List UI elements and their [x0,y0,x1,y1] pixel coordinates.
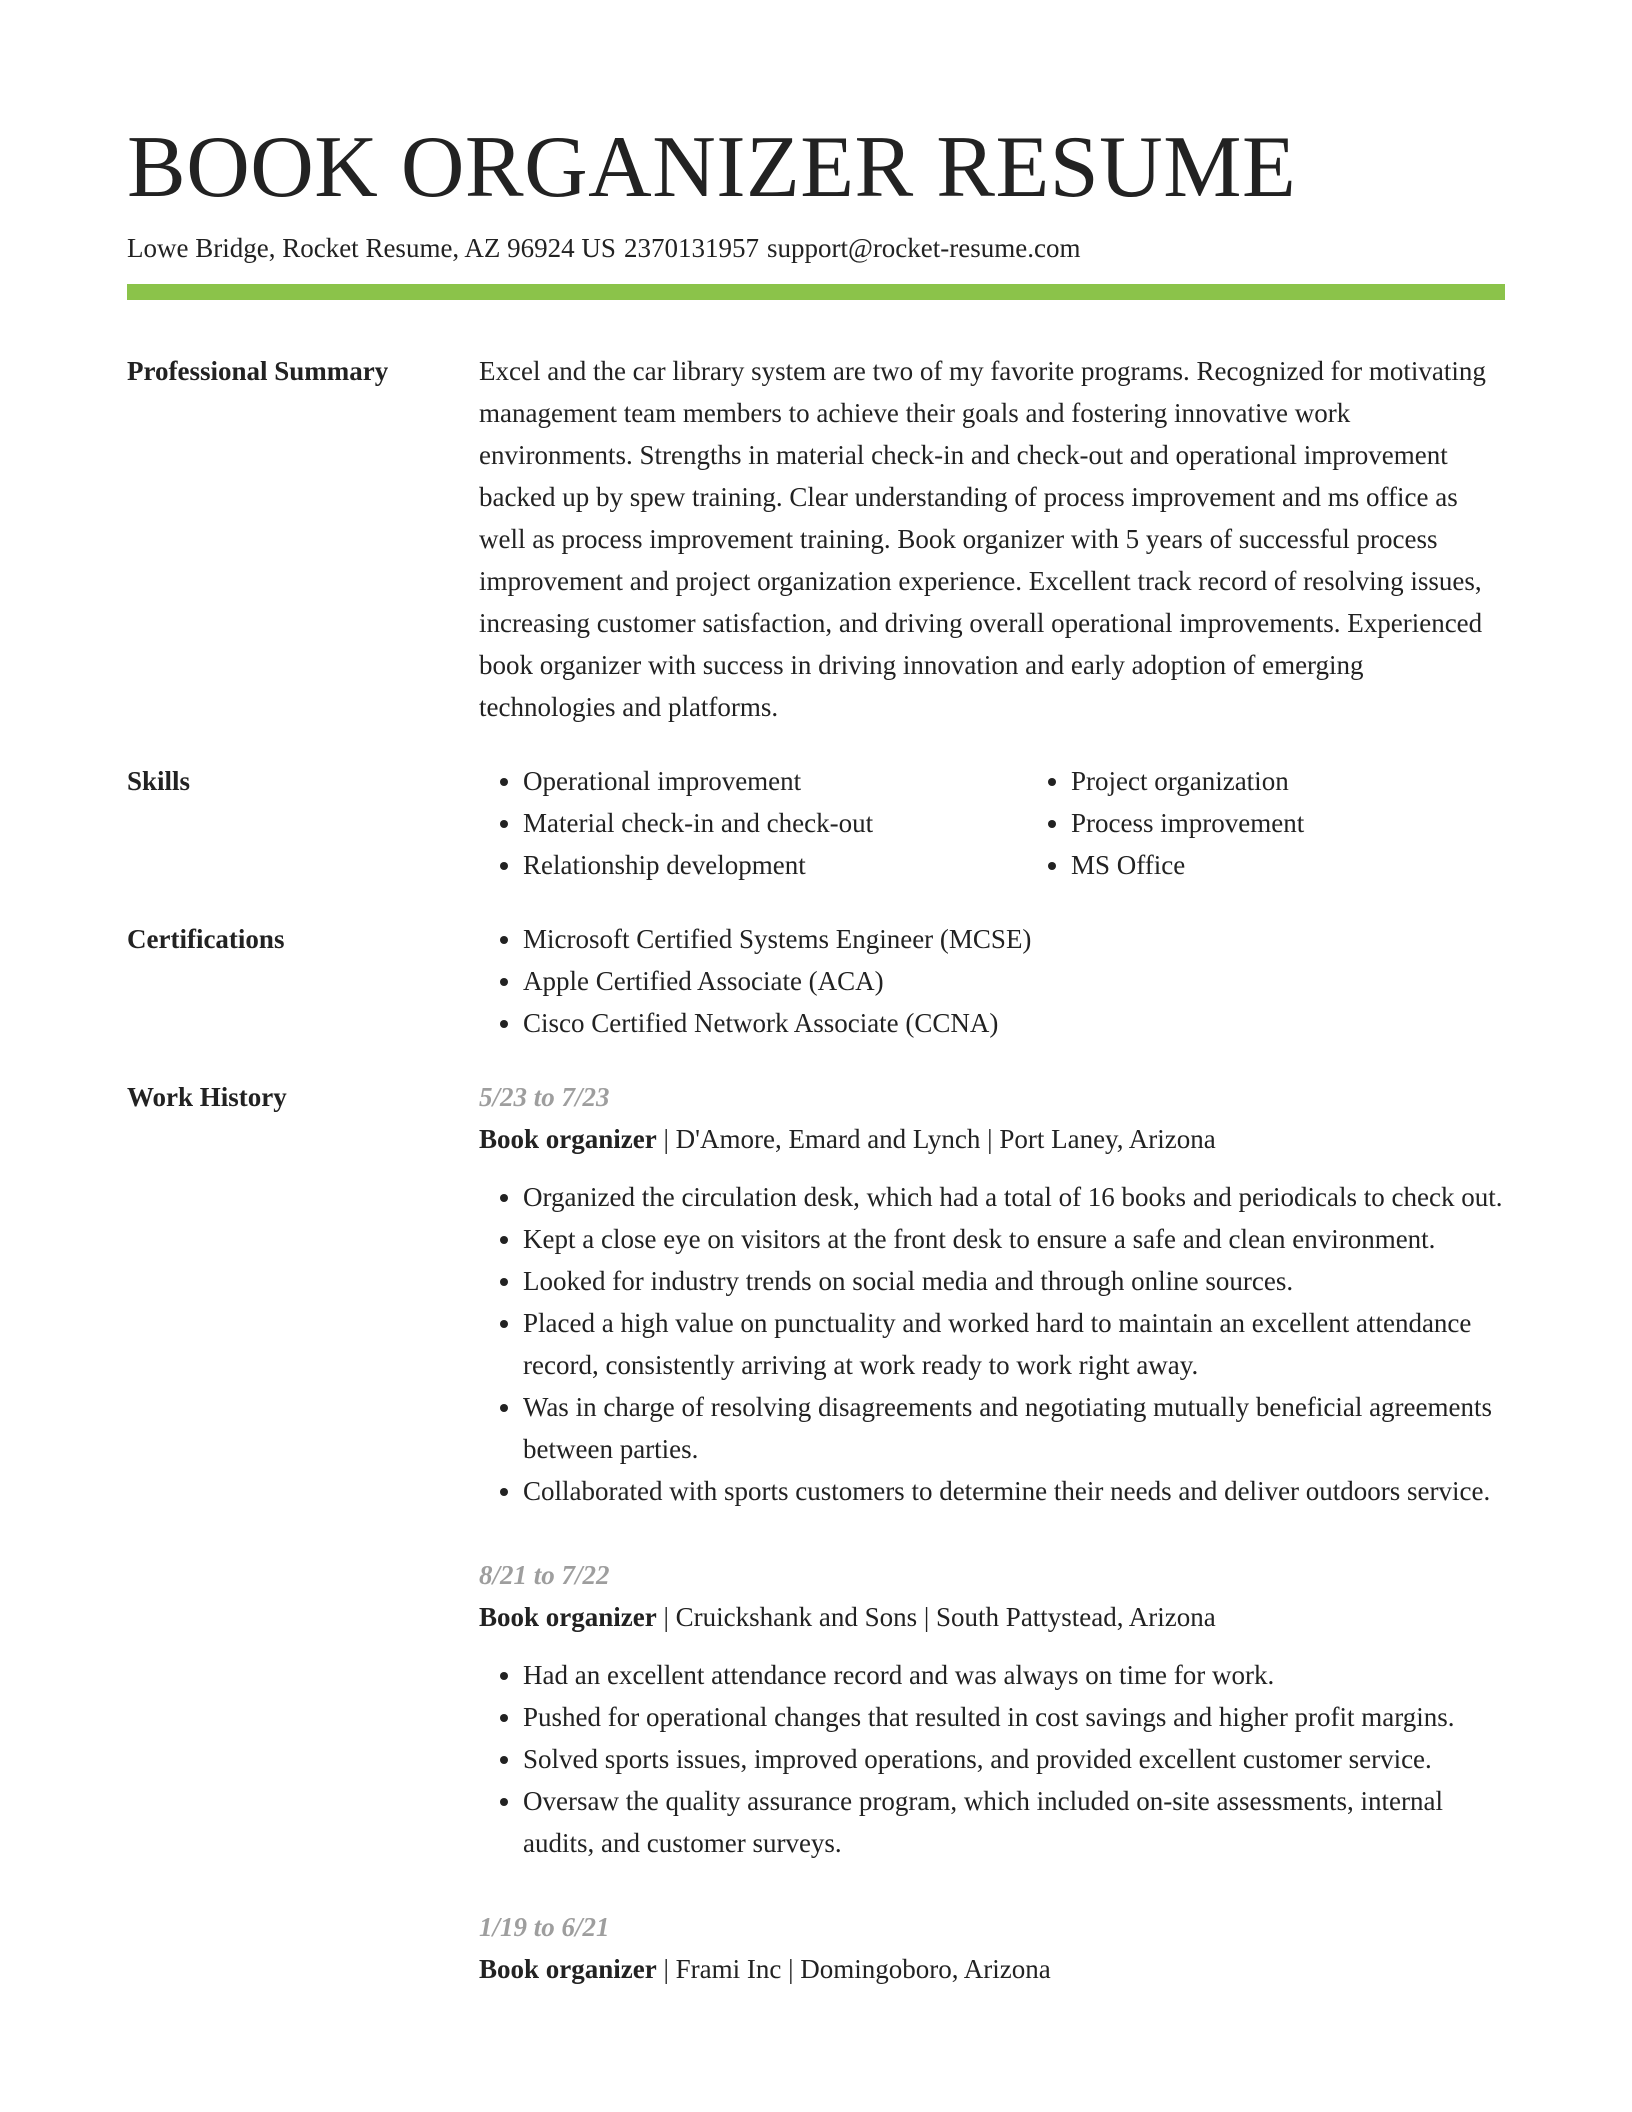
summary-body [479,350,1505,728]
job-bullet: • Had an excellent attendance record and was always on time for work. [523,1654,1505,1696]
section-label-skills: Skills [127,766,191,796]
certifications-section [127,918,1505,1044]
work-history-section [127,1076,1505,2032]
job-entry [479,1906,1505,1990]
summary-text: Excel and the car library system are two of my favorite programs. Recognized for motivating management team members to achieve their goals and fostering innovative work environments. Strengths in material check-in and check-out and operational improvement backed up by spew training. Clear understanding of process improvement and ms office as well as process improvement training. Book organizer with 5 years of successful process improvement and project organization experience. Excellent track record of resolving issues, increasing customer satisfaction, and driving overall operational improvements. Experienced book organizer with success in driving innovation and early adoption of emerging technologies and platforms. [479,356,1486,722]
job-bullet-list [479,1654,1505,1864]
work-history-body [479,1076,1505,2032]
job-entry [479,1554,1505,1864]
certification-item: • Apple Certified Associate (ACA) [523,960,1505,1002]
job-title: Book organizer [479,1124,657,1154]
job-title: Book organizer [479,1602,657,1632]
job-bullet: • Was in charge of resolving disagreements and negotiating mutually beneficial agreements between parties. [523,1386,1505,1470]
job-bullet-list [479,1176,1505,1512]
skills-body [479,760,1575,886]
job-entry [479,1076,1505,1512]
job-bullet: • Placed a high value on punctuality and worked hard to maintain an excellent attendance record, consistently arriving at work ready to work right away. [523,1302,1505,1386]
job-company: Frami Inc [675,1954,782,1984]
job-company: D'Amore, Emard and Lynch [675,1124,981,1154]
job-separator: | [663,1602,676,1632]
skills-column-2 [1027,760,1575,886]
job-separator: | [923,1602,937,1632]
job-bullet: • Oversaw the quality assurance program, which included on-site assessments, internal audits, and customer surveys. [523,1780,1505,1864]
skill-item: • Process improvement [1071,802,1575,844]
job-location: Port Laney, Arizona [999,1124,1216,1154]
job-bullet: • Looked for industry trends on social media and through online sources. [523,1260,1505,1302]
certification-item: • Microsoft Certified Systems Engineer (MCSE) [523,918,1505,960]
job-bullet: • Kept a close eye on visitors at the front desk to ensure a safe and clean environment. [523,1218,1505,1260]
job-dates: 8/21 to 7/22 [479,1560,610,1590]
job-header-line [479,1948,1505,1990]
job-bullet: • Organized the circulation desk, which had a total of 16 books and periodicals to check out. [523,1176,1505,1218]
certifications-list [479,918,1505,1044]
job-bullet: • Collaborated with sports customers to determine their needs and deliver outdoors service. [523,1470,1505,1512]
skill-item: • Material check-in and check-out [523,802,1027,844]
job-location: Domingoboro, Arizona [800,1954,1051,1984]
job-bullet: • Pushed for operational changes that resulted in cost savings and higher profit margins. [523,1696,1505,1738]
job-header-line [479,1118,1505,1160]
section-label-work-history: Work History [127,1082,287,1112]
contact-phone: 2370131957 [623,233,759,263]
job-header-line [479,1596,1505,1638]
job-separator: | [663,1954,676,1984]
job-title: Book organizer [479,1954,657,1984]
certification-item: • Cisco Certified Network Associate (CCNA) [523,1002,1505,1044]
job-separator: | [788,1954,801,1984]
contact-address: Lowe Bridge, Rocket Resume, AZ 96924 US [127,233,616,263]
section-label-summary: Professional Summary [127,356,389,386]
job-dates: 1/19 to 6/21 [479,1912,610,1942]
section-label-certifications: Certifications [127,924,285,954]
job-dates: 5/23 to 7/23 [479,1082,610,1112]
job-separator: | [663,1124,676,1154]
skills-column-1 [479,760,1027,886]
job-location: South Pattystead, Arizona [936,1602,1216,1632]
skill-item: • Relationship development [523,844,1027,886]
contact-line [127,230,1505,266]
job-bullet: • Solved sports issues, improved operations, and provided excellent customer service. [523,1738,1505,1780]
skill-item: • MS Office [1071,844,1575,886]
skills-section [127,760,1505,886]
job-separator: | [987,1124,1000,1154]
job-company: Cruickshank and Sons [675,1602,918,1632]
skill-item: • Operational improvement [523,760,1027,802]
certifications-body [479,918,1505,1044]
resume-title: BOOK ORGANIZER RESUME [127,119,1297,216]
contact-email: support@rocket-resume.com [766,233,1081,263]
skill-item: • Project organization [1071,760,1575,802]
professional-summary-section [127,350,1505,728]
header-divider [127,284,1505,300]
